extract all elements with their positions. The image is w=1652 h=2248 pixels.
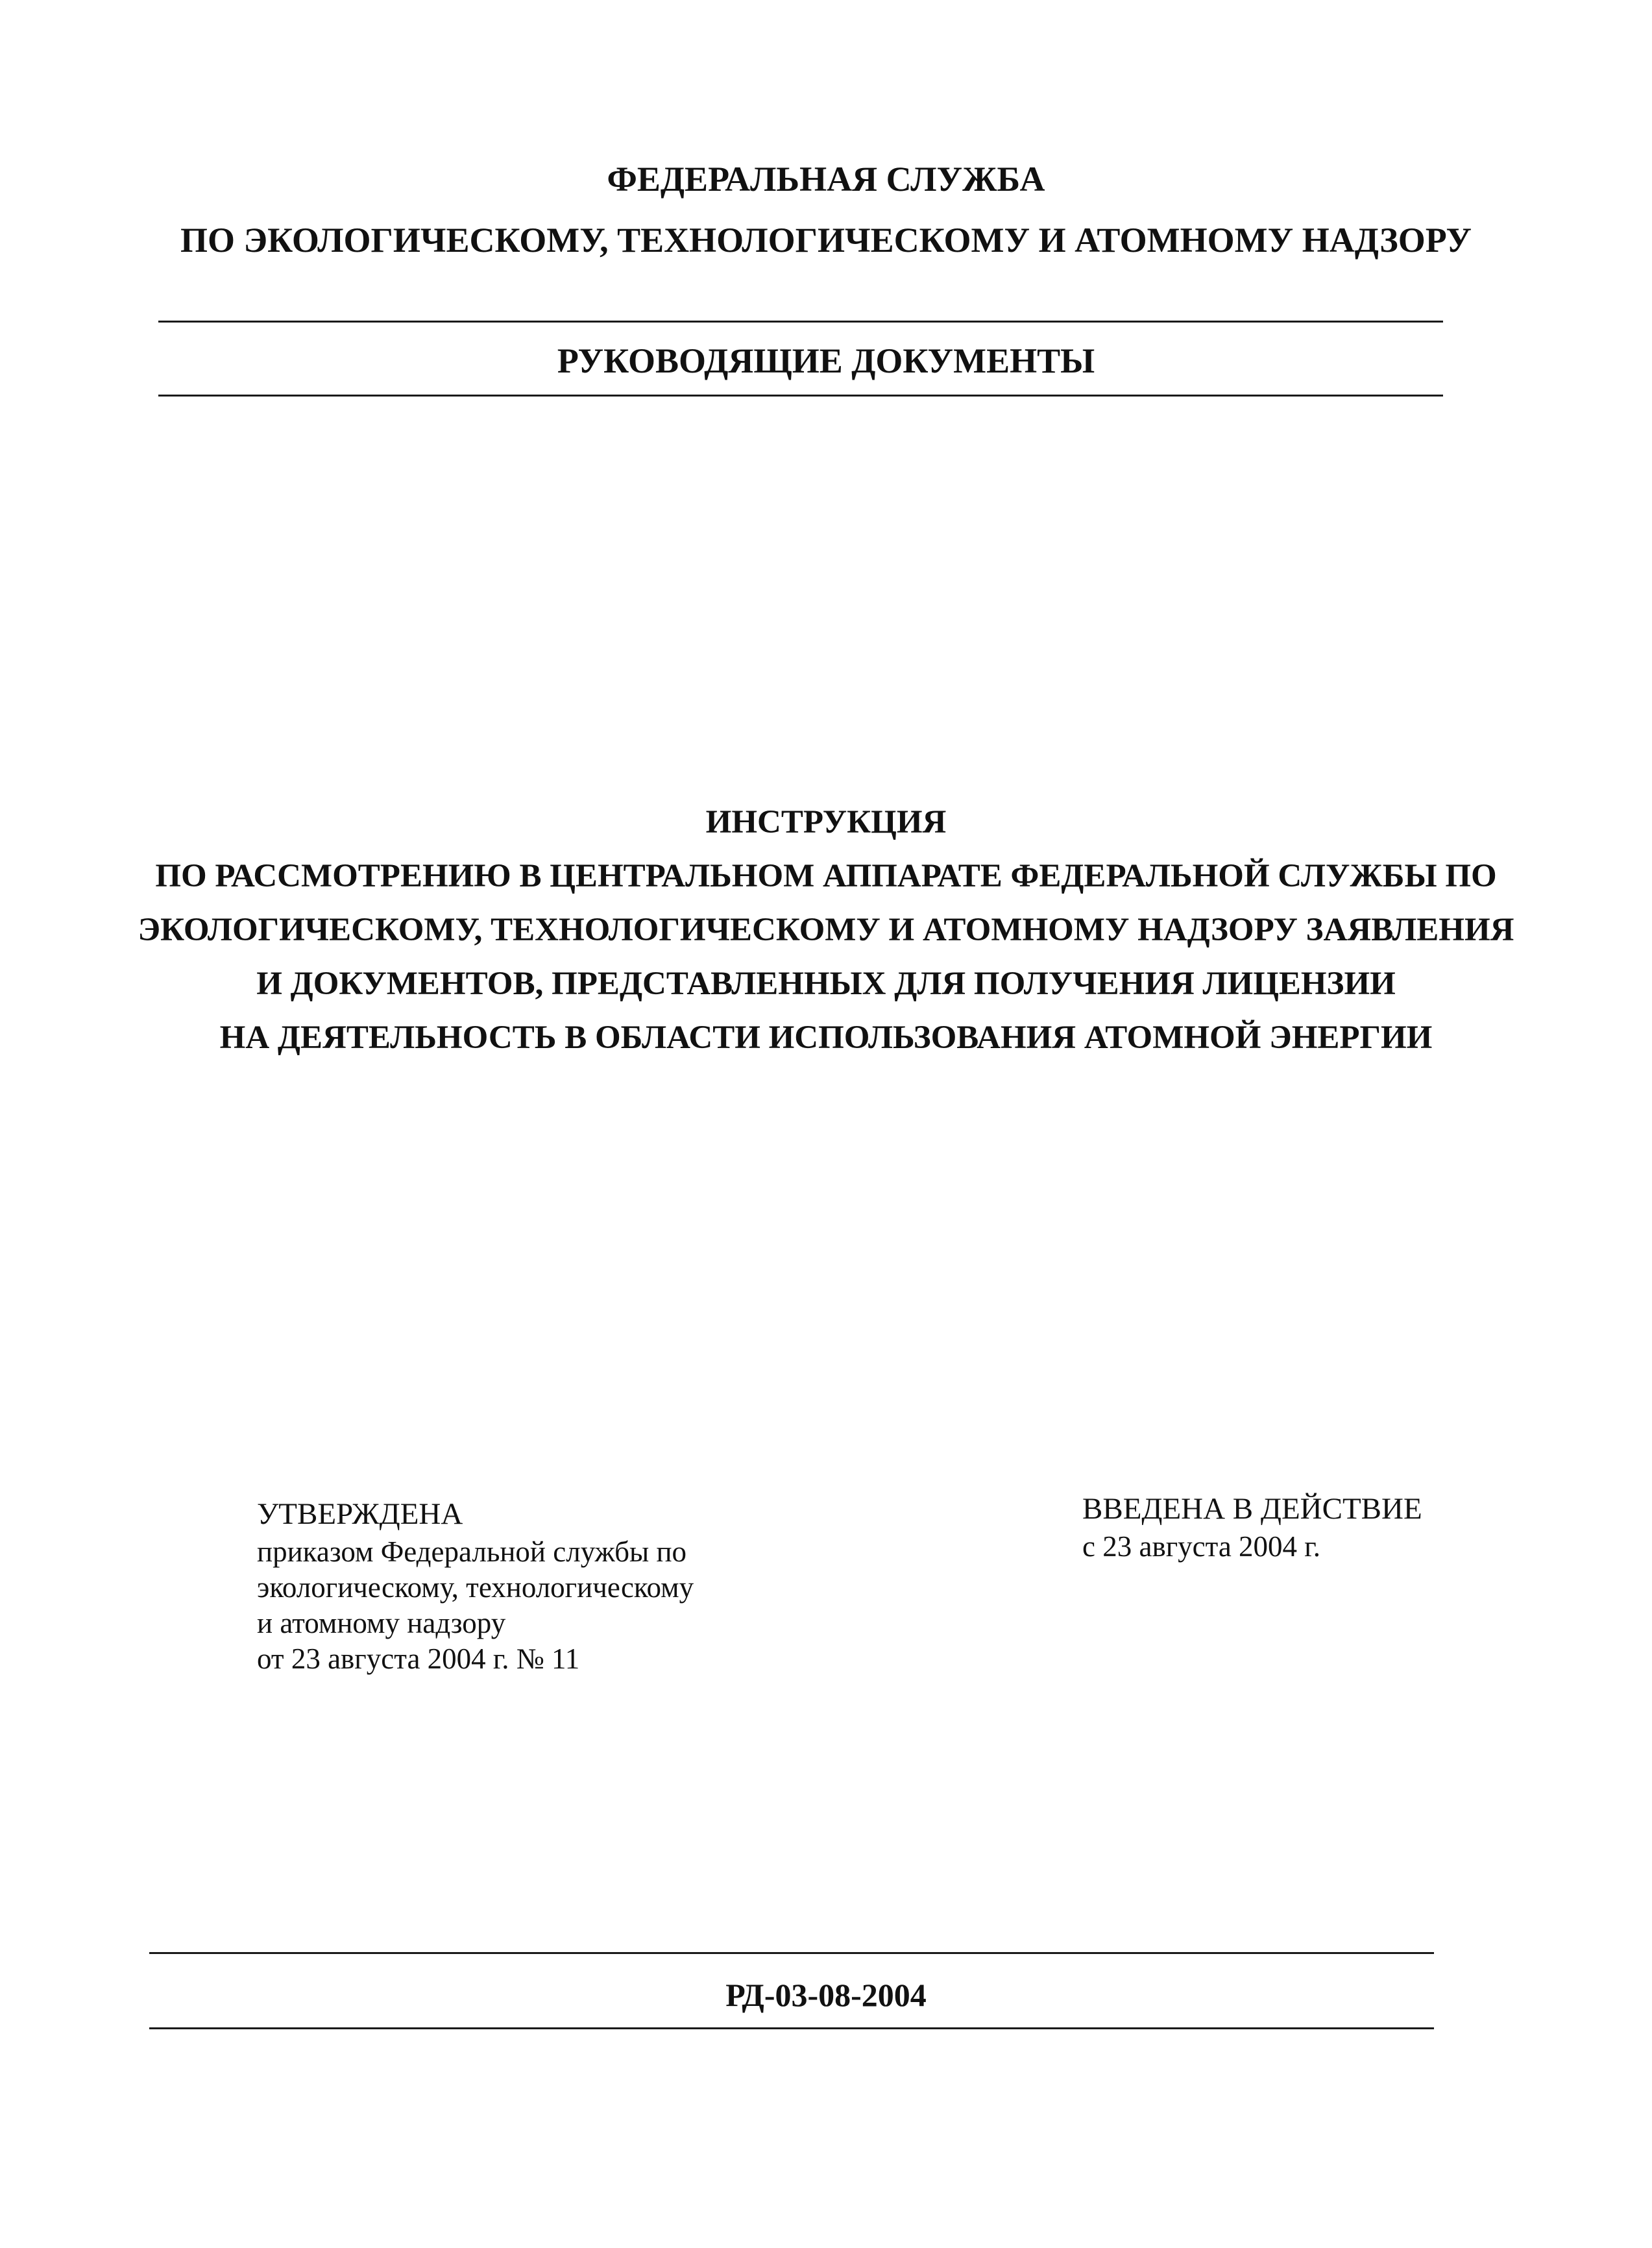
approval-block <box>257 1494 694 1677</box>
footer-bottom-divider <box>149 2027 1434 2029</box>
approval-line: экологическому, технологическому <box>257 1571 694 1604</box>
top-divider <box>158 321 1443 323</box>
agency-name-line1: ФЕДЕРАЛЬНАЯ СЛУЖБА <box>607 160 1045 199</box>
document-title <box>0 796 1652 1065</box>
effective-block <box>1082 1489 1422 1565</box>
agency-name-line2: ПО ЭКОЛОГИЧЕСКОМУ, ТЕХНОЛОГИЧЕСКОМУ И АТОМНОМУ НАДЗОРУ <box>180 221 1472 260</box>
approval-line: приказом Федеральной службы по <box>257 1535 687 1568</box>
document-number: РД-03-08-2004 <box>725 1977 927 2013</box>
effective-line: с 23 августа 2004 г. <box>1082 1530 1320 1563</box>
effective-heading: ВВЕДЕНА В ДЕЙСТВИЕ <box>1082 1492 1422 1526</box>
footer-top-divider <box>149 1952 1434 1954</box>
approval-line: и атомному надзору <box>257 1607 506 1639</box>
section-divider <box>158 395 1443 397</box>
title-line: ПО РАССМОТРЕНИЮ В ЦЕНТРАЛЬНОМ АППАРАТЕ ФЕДЕРАЛЬНОЙ СЛУЖБЫ ПО <box>155 858 1497 894</box>
title-line: ИНСТРУКЦИЯ <box>705 804 947 840</box>
title-line: НА ДЕЯТЕЛЬНОСТЬ В ОБЛАСТИ ИСПОЛЬЗОВАНИЯ АТОМНОЙ ЭНЕРГИИ <box>219 1020 1433 1056</box>
approval-line: от 23 августа 2004 г. № 11 <box>257 1643 580 1675</box>
approval-heading: УТВЕРЖДЕНА <box>257 1497 463 1531</box>
section-label: РУКОВОДЯЩИЕ ДОКУМЕНТЫ <box>557 341 1095 380</box>
title-line: И ДОКУМЕНТОВ, ПРЕДСТАВЛЕННЫХ ДЛЯ ПОЛУЧЕНИЯ ЛИЦЕНЗИИ <box>256 966 1396 1002</box>
title-line: ЭКОЛОГИЧЕСКОМУ, ТЕХНОЛОГИЧЕСКОМУ И АТОМНОМУ НАДЗОРУ ЗАЯВЛЕНИЯ <box>138 912 1514 948</box>
